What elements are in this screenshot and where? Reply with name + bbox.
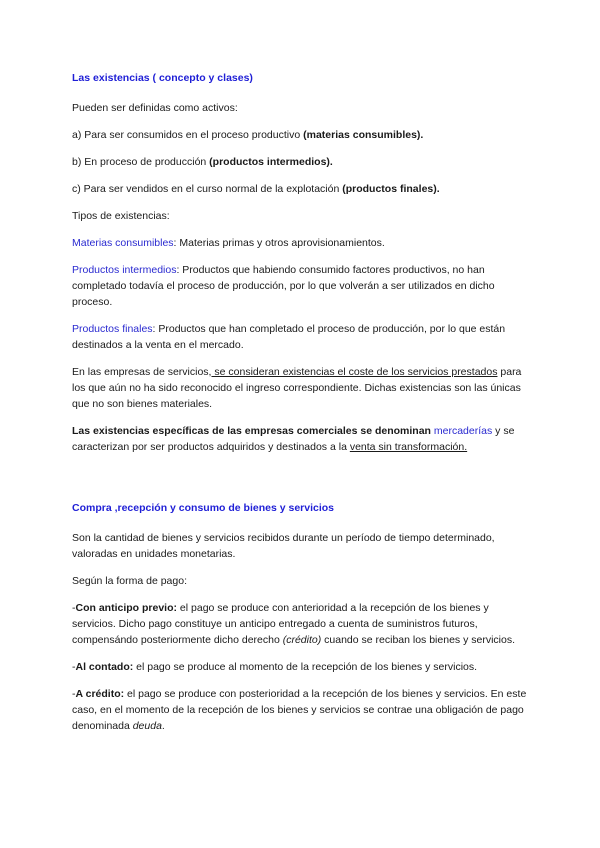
comerciales-underlined: venta sin transformación. [349,441,468,453]
anticipo-dash: - [72,602,76,614]
contado-dash: - [72,661,76,673]
section-spacer [72,466,530,500]
type-productos-intermedios [72,262,530,310]
contado-bold: Al contado: [75,661,134,673]
pago-credito [72,686,530,734]
type-materias-text: : Materias primas y otros aprovisionamientos. [173,237,385,249]
item-b [72,154,530,170]
types-intro: Tipos de existencias: [72,210,170,222]
credito-bold: A crédito: [75,688,125,700]
servicios-paragraph [72,364,530,412]
existencias-intro: Pueden ser definidas como activos: [72,102,238,114]
item-a-bold: (materias consumibles). [303,129,424,141]
servicios-underlined: se consideran existencias el coste de los servicios prestados [211,366,498,378]
pago-contado [72,659,530,675]
credito-text: el pago se produce con posterioridad a la recepción de los bienes y servicios. En este caso, en el momento de la recepción de los bienes y servicios se contrae una obligación de pago denominada [72,688,527,732]
anticipo-bold: Con anticipo previo: [75,602,178,614]
credito-after: . [161,720,165,732]
type-materias-consumibles [72,235,530,251]
type-finales-text: : Productos que han completado el proceso de producción, por lo que están destinados a la venta en el mercado. [72,323,506,351]
servicios-after: para los que aún no ha sido reconocido el ingreso correspondiente. Dichas existencias son las únicas que no son bienes materiales. [72,366,522,410]
section-title-existencias: Las existencias ( concepto y clases) [72,72,253,84]
item-c-text: c) Para ser vendidos en el curso normal de la explotación [72,183,343,195]
item-a-text: a) Para ser consumidos en el proceso productivo [72,129,304,141]
credito-italic: deuda [132,720,162,732]
anticipo-after: cuando se reciban los bienes y servicios. [321,634,516,646]
term-productos-intermedios: Productos intermedios [72,264,177,276]
term-productos-finales: Productos finales [72,323,153,335]
type-productos-finales [72,321,530,353]
term-mercaderias: mercaderías [433,425,493,437]
servicios-before: En las empresas de servicios, [72,366,212,378]
item-b-bold: (productos intermedios). [209,156,333,168]
section-title-compra: Compra ,recepción y consumo de bienes y servicios [72,502,335,514]
item-b-text: b) En proceso de producción [72,156,210,168]
anticipo-italic: (crédito) [282,634,322,646]
item-a [72,127,530,143]
comerciales-paragraph [72,423,530,455]
item-c-bold: (productos finales). [342,183,440,195]
pago-anticipo [72,600,530,648]
item-c [72,181,530,197]
forma-pago-intro: Según la forma de pago: [72,575,187,587]
comerciales-middle: y se caracterizan por ser productos adquiridos y destinados a la [72,425,515,453]
anticipo-text: el pago se produce con anterioridad a la recepción de los bienes y servicios. Dicho pago constituye un anticipo entregado a cuenta de suministros futuros, compensándo posteriormente dicho derecho [72,602,489,646]
credito-dash: - [72,688,76,700]
comerciales-bold: Las existencias específicas de las empresas comerciales se denominan [72,425,434,437]
compra-intro: Son la cantidad de bienes y servicios recibidos durante un período de tiempo determinado, valoradas en unidades monetarias. [72,532,495,560]
contado-text: el pago se produce al momento de la recepción de los bienes y servicios. [133,661,478,673]
type-intermedios-text: : Productos que habiendo consumido factores productivos, no han completado todavía el proceso de producción, por lo que volverán a ser utilizados en dicho proceso. [72,264,495,308]
term-materias-consumibles: Materias consumibles [72,237,174,249]
